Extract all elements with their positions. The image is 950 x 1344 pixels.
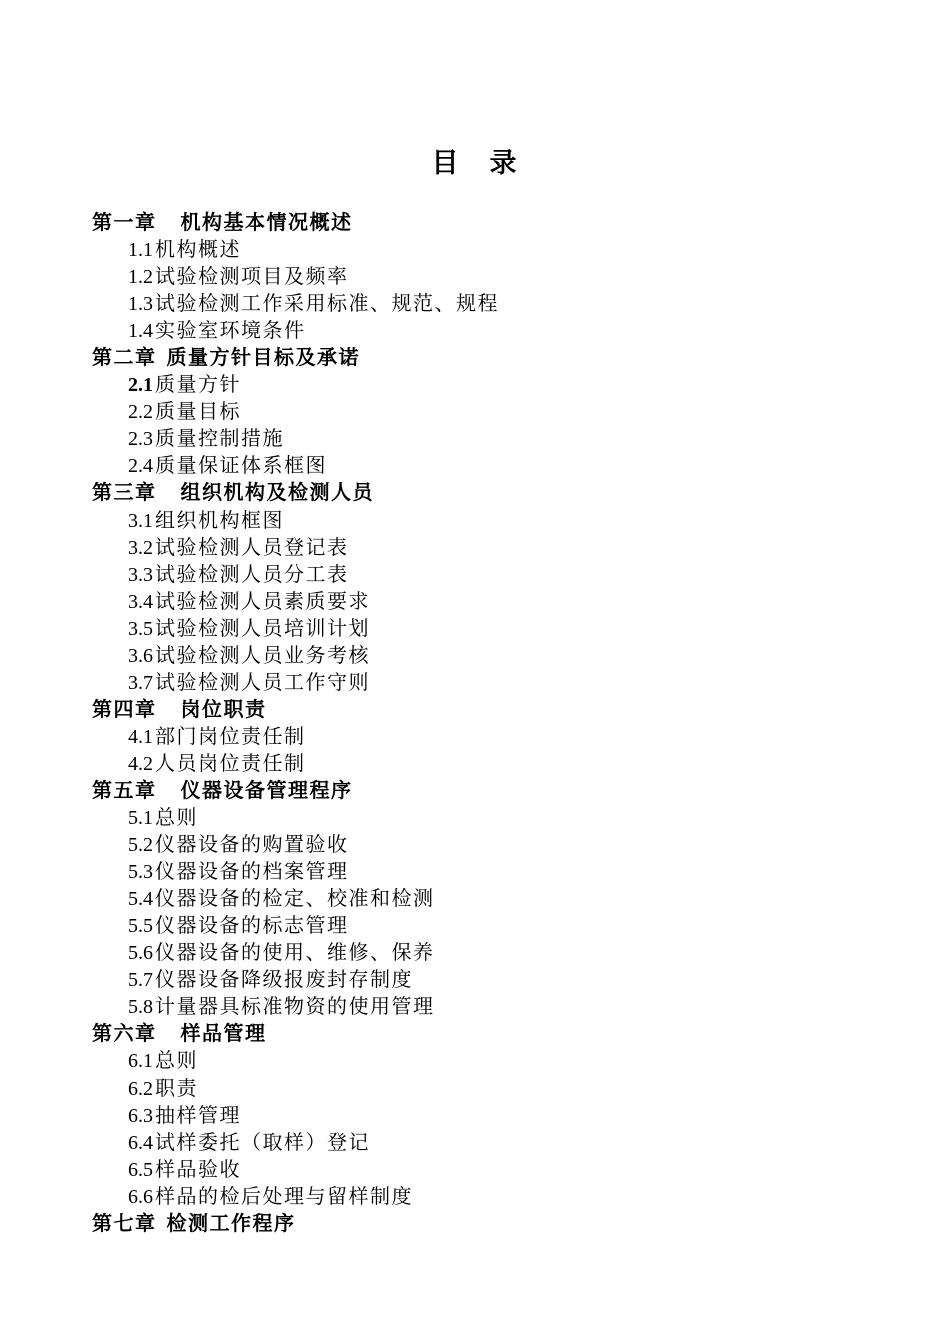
section-number: 2.4 — [128, 455, 153, 478]
toc-section[interactable] — [92, 452, 912, 479]
section-title: 职责 — [155, 1075, 198, 1100]
section-title: 试验检测人员工作守则 — [155, 669, 370, 694]
toc-section[interactable] — [92, 642, 912, 669]
toc-chapter[interactable] — [92, 209, 912, 236]
section-title: 质量控制措施 — [155, 426, 284, 451]
toc-section[interactable] — [92, 1156, 912, 1183]
section-number: 3.4 — [128, 590, 153, 613]
section-number: 5.4 — [128, 888, 153, 911]
toc-chapter[interactable] — [92, 1210, 912, 1237]
section-title: 机构概述 — [155, 237, 241, 262]
chapter-title: 样品管理 — [180, 1021, 267, 1046]
chapter-label: 第一章 — [92, 210, 157, 234]
section-title: 试验检测人员登记表 — [155, 534, 349, 559]
section-title: 质量方针 — [155, 372, 241, 397]
section-title: 样品的检后处理与留样制度 — [155, 1183, 413, 1208]
toc-section[interactable] — [92, 263, 912, 290]
section-number: 1.2 — [128, 266, 153, 289]
section-title: 抽样管理 — [155, 1102, 241, 1127]
section-title: 仪器设备的检定、校准和检测 — [155, 886, 435, 911]
section-title: 仪器设备的档案管理 — [155, 859, 349, 884]
toc-section[interactable] — [92, 534, 912, 561]
section-title: 计量器具标准物资的使用管理 — [155, 994, 435, 1019]
toc-chapter[interactable] — [92, 777, 912, 804]
section-title: 仪器设备降级报废封存制度 — [155, 967, 413, 992]
toc-section[interactable] — [92, 993, 912, 1020]
section-title: 质量目标 — [155, 399, 241, 424]
toc-section[interactable] — [92, 236, 912, 263]
chapter-title: 仪器设备管理程序 — [180, 777, 353, 802]
section-number: 6.1 — [128, 1050, 153, 1073]
section-title: 质量保证体系框图 — [155, 453, 327, 478]
section-number: 1.4 — [128, 320, 153, 343]
section-title: 总则 — [155, 1048, 198, 1073]
toc-section[interactable] — [92, 831, 912, 858]
section-title: 实验室环境条件 — [155, 318, 306, 343]
chapter-title: 检测工作程序 — [166, 1210, 296, 1235]
section-title: 试验检测人员分工表 — [155, 561, 349, 586]
chapter-label: 第二章 — [92, 345, 157, 370]
toc-section[interactable] — [92, 615, 912, 642]
section-number: 5.8 — [128, 996, 153, 1019]
toc-section[interactable] — [92, 425, 912, 452]
toc-section[interactable] — [92, 858, 912, 885]
toc-section[interactable] — [92, 750, 912, 777]
section-number: 5.5 — [128, 915, 153, 938]
section-number: 3.1 — [128, 509, 153, 532]
chapter-title: 组织机构及检测人员 — [180, 480, 374, 505]
chapter-label: 第六章 — [92, 1021, 157, 1046]
toc-section[interactable] — [92, 1129, 912, 1156]
toc-chapter[interactable] — [92, 479, 912, 506]
section-title: 试样委托（取样）登记 — [155, 1129, 370, 1154]
section-number: 6.2 — [128, 1077, 153, 1100]
section-number: 5.7 — [128, 969, 153, 992]
toc-chapter[interactable] — [92, 696, 912, 723]
section-number: 4.2 — [128, 752, 153, 775]
toc-chapter[interactable] — [92, 1020, 912, 1047]
toc-section[interactable] — [92, 966, 912, 993]
section-number: 5.1 — [128, 807, 153, 830]
section-title: 试验检测人员培训计划 — [155, 615, 370, 640]
section-number: 3.5 — [128, 617, 153, 640]
section-number: 6.3 — [128, 1104, 153, 1127]
chapter-title: 岗位职责 — [180, 696, 267, 721]
chapter-label: 第四章 — [92, 696, 157, 721]
section-title: 人员岗位责任制 — [155, 750, 306, 775]
toc-section[interactable] — [92, 317, 912, 344]
toc-section[interactable] — [92, 507, 912, 534]
section-title: 仪器设备的使用、维修、保养 — [155, 940, 435, 965]
toc-section[interactable] — [92, 371, 912, 398]
toc-section[interactable] — [92, 939, 912, 966]
section-title: 试验检测人员业务考核 — [155, 642, 370, 667]
section-number: 4.1 — [128, 725, 153, 748]
section-number: 2.1 — [128, 374, 153, 397]
page-title: 目 录 — [431, 148, 519, 179]
chapter-label: 第三章 — [92, 480, 157, 505]
toc-section[interactable] — [92, 804, 912, 831]
toc-section[interactable] — [92, 1075, 912, 1102]
section-title: 试验检测人员素质要求 — [155, 588, 370, 613]
section-title: 试验检测工作采用标准、规范、规程 — [155, 291, 499, 316]
toc-section[interactable] — [92, 1102, 912, 1129]
toc-section[interactable] — [92, 290, 912, 317]
section-number: 3.3 — [128, 563, 153, 586]
section-title: 组织机构框图 — [155, 507, 284, 532]
section-title: 试验检测项目及频率 — [155, 264, 349, 289]
toc-section[interactable] — [92, 723, 912, 750]
section-number: 5.3 — [128, 861, 153, 884]
toc-section[interactable] — [92, 912, 912, 939]
toc-section[interactable] — [92, 885, 912, 912]
chapter-title: 质量方针目标及承诺 — [166, 345, 360, 370]
section-number: 1.1 — [128, 239, 153, 262]
section-title: 部门岗位责任制 — [155, 723, 306, 748]
section-number: 1.3 — [128, 293, 153, 316]
section-number: 2.2 — [128, 401, 153, 424]
section-number: 3.6 — [128, 644, 153, 667]
chapter-label: 第五章 — [92, 777, 157, 802]
section-title: 仪器设备的购置验收 — [155, 832, 349, 857]
section-number: 6.5 — [128, 1158, 153, 1181]
chapter-title: 机构基本情况概述 — [180, 210, 353, 234]
toc-section[interactable] — [92, 561, 912, 588]
table-of-contents — [92, 209, 912, 1237]
section-number: 3.2 — [128, 536, 153, 559]
section-number: 5.2 — [128, 834, 153, 857]
section-title: 总则 — [155, 805, 198, 830]
section-number: 2.3 — [128, 428, 153, 451]
toc-section[interactable] — [92, 1183, 912, 1210]
section-title: 仪器设备的标志管理 — [155, 913, 349, 938]
section-number: 5.6 — [128, 942, 153, 965]
toc-section[interactable] — [92, 588, 912, 615]
section-number: 6.4 — [128, 1131, 153, 1154]
toc-section[interactable] — [92, 669, 912, 696]
section-number: 6.6 — [128, 1185, 153, 1208]
toc-section[interactable] — [92, 1047, 912, 1074]
section-title: 样品验收 — [155, 1156, 241, 1181]
chapter-label: 第七章 — [92, 1210, 157, 1235]
section-number: 3.7 — [128, 671, 153, 694]
toc-section[interactable] — [92, 398, 912, 425]
toc-chapter[interactable] — [92, 344, 912, 371]
